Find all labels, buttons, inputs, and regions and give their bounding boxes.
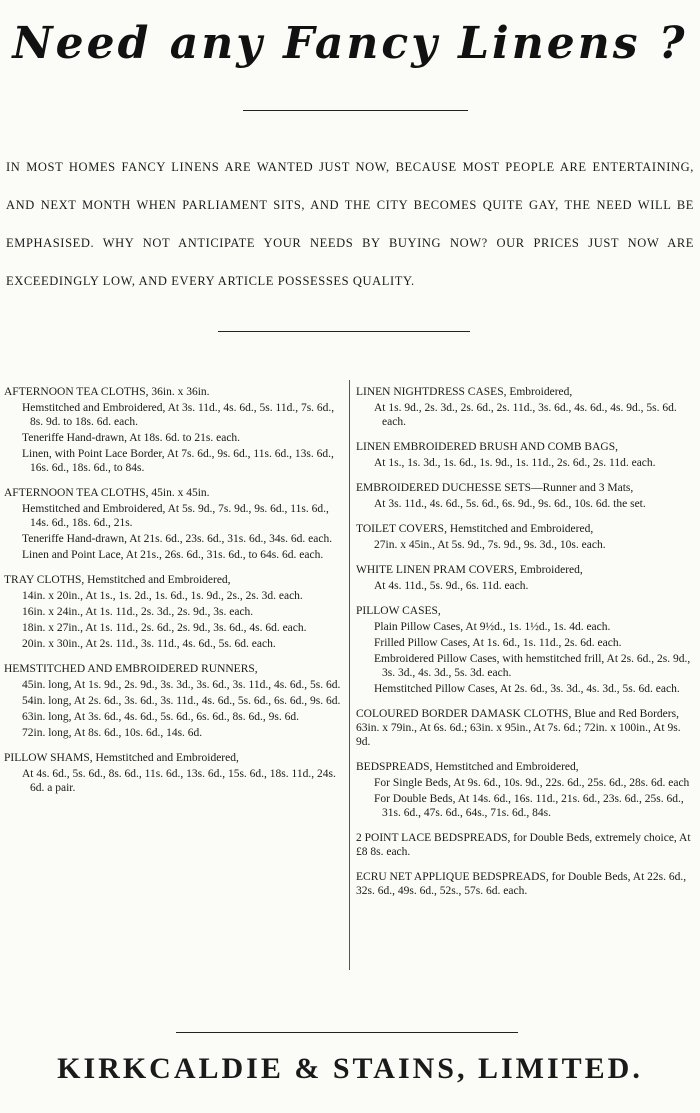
top-rule: [243, 110, 468, 111]
price-section: [356, 604, 696, 696]
price-line: At 1s., 1s. 3d., 1s. 6d., 1s. 9d., 1s. 11d., 2s. 6d., 2s. 11d. each.: [374, 457, 656, 469]
intro-paragraph: IN MOST HOMES FANCY LINENS ARE WANTED JUST NOW, BECAUSE MOST PEOPLE ARE ENTERTAINING, AND NEXT MONTH WHEN PARLIAMENT SITS, AND THE CITY BECOMES QUITE GAY, THE NEED WILL BE EMPHASISED. WHY NOT ANTICIPATE YOUR NEEDS BY BUYING NOW? OUR PRICES JUST NOW ARE EXCEEDINGLY LOW, AND EVERY ARTICLE POSSESSES QUALITY.: [6, 160, 694, 288]
column-divider: [349, 380, 350, 970]
price-section: [356, 870, 696, 898]
section-title: WHITE LINEN PRAM COVERS, Embroidered,: [356, 564, 583, 576]
section-title: EMBROIDERED DUCHESSE SETS—Runner and 3 Mats,: [356, 482, 634, 494]
price-line: Frilled Pillow Cases, At 1s. 6d., 1s. 11d., 2s. 6d. each.: [374, 637, 622, 649]
price-section: [356, 831, 696, 859]
price-section: [356, 760, 696, 820]
price-line: Teneriffe Hand-drawn, At 21s. 6d., 23s. 6d., 31s. 6d., 34s. 6d. each.: [22, 533, 333, 545]
section-title: 2 POINT LACE BEDSPREADS, for Double Beds, extremely choice, At £8 8s. each.: [356, 832, 691, 858]
price-line: Linen, with Point Lace Border, At 7s. 6d., 9s. 6d., 11s. 6d., 13s. 6d., 16s. 6d., 18s. 6d., to 84s.: [22, 448, 334, 474]
price-line: At 4s. 11d., 5s. 9d., 6s. 11d. each.: [374, 580, 529, 592]
footer-company-name: KIRKCALDIE & STAINS, LIMITED.: [57, 1052, 643, 1085]
section-title: PILLOW SHAMS, Hemstitched and Embroidered,: [4, 752, 239, 764]
price-section: [356, 385, 696, 429]
section-title: AFTERNOON TEA CLOTHS, 45in. x 45in.: [4, 487, 210, 499]
price-section: [4, 486, 347, 562]
price-line: Teneriffe Hand-drawn, At 18s. 6d. to 21s. each.: [22, 432, 241, 444]
price-line: Plain Pillow Cases, At 9½d., 1s. 1½d., 1s. 4d. each.: [374, 621, 611, 633]
price-line: 54in. long, At 2s. 6d., 3s. 6d., 3s. 11d., 4s. 6d., 5s. 6d., 6s. 6d., 9s. 6d.: [22, 695, 341, 707]
price-line: 20in. x 30in., At 2s. 11d., 3s. 11d., 4s. 6d., 5s. 6d. each.: [22, 638, 276, 650]
price-line: Hemstitched and Embroidered, At 3s. 11d., 4s. 6d., 5s. 11d., 7s. 6d., 8s. 9d. to 18s. 6d. each.: [22, 402, 335, 428]
bottom-rule: [176, 1032, 518, 1033]
price-line: At 4s. 6d., 5s. 6d., 8s. 6d., 11s. 6d., 13s. 6d., 15s. 6d., 18s. 11d., 24s. 6d. a pair.: [22, 768, 336, 794]
section-title: ECRU NET APPLIQUE BEDSPREADS, for Double Beds, At 22s. 6d., 32s. 6d., 49s. 6d., 52s., 57s. 6d. each.: [356, 871, 687, 897]
price-section: [356, 440, 696, 470]
price-line: 27in. x 45in., At 5s. 9d., 7s. 9d., 9s. 3d., 10s. each.: [374, 539, 606, 551]
price-line: Hemstitched Pillow Cases, At 2s. 6d., 3s. 3d., 4s. 3d., 5s. 6d. each.: [374, 683, 680, 695]
section-title: TRAY CLOTHS, Hemstitched and Embroidered,: [4, 574, 231, 586]
section-title: PILLOW CASES,: [356, 605, 441, 617]
price-section: [356, 522, 696, 552]
section-title: TOILET COVERS, Hemstitched and Embroidered,: [356, 523, 594, 535]
price-line: 14in. x 20in., At 1s., 1s. 2d., 1s. 6d., 1s. 9d., 2s., 2s. 3d. each.: [22, 590, 303, 602]
price-line: 63in. long, At 3s. 6d., 4s. 6d., 5s. 6d., 6s. 6d., 8s. 6d., 9s. 6d.: [22, 711, 299, 723]
price-section: [356, 563, 696, 593]
section-title: LINEN NIGHTDRESS CASES, Embroidered,: [356, 386, 573, 398]
price-line: 16in. x 24in., At 1s. 11d., 2s. 3d., 2s. 9d., 3s. each.: [22, 606, 254, 618]
price-section: [356, 707, 696, 749]
mid-rule: [218, 331, 470, 332]
price-line: For Single Beds, At 9s. 6d., 10s. 9d., 22s. 6d., 25s. 6d., 28s. 6d. each: [374, 777, 690, 789]
section-title: AFTERNOON TEA CLOTHS, 36in. x 36in.: [4, 386, 210, 398]
price-section: [4, 385, 347, 475]
price-line: 18in. x 27in., At 1s. 11d., 2s. 6d., 2s. 9d., 3s. 6d., 4s. 6d. each.: [22, 622, 307, 634]
price-section: [4, 573, 347, 651]
price-line: 45in. long, At 1s. 9d., 2s. 9d., 3s. 3d., 3s. 6d., 3s. 11d., 4s. 6d., 5s. 6d.: [22, 679, 341, 691]
headline: Need any Fancy Linens ?: [12, 18, 688, 69]
left-column: [4, 385, 347, 806]
section-title: HEMSTITCHED AND EMBROIDERED RUNNERS,: [4, 663, 258, 675]
price-section: [356, 481, 696, 511]
section-title: LINEN EMBROIDERED BRUSH AND COMB BAGS,: [356, 441, 618, 453]
price-section: [4, 662, 347, 740]
price-line: 72in. long, At 8s. 6d., 10s. 6d., 14s. 6d.: [22, 727, 203, 739]
price-line: At 1s. 9d., 2s. 3d., 2s. 6d., 2s. 11d., 3s. 6d., 4s. 6d., 4s. 9d., 5s. 6d. each.: [374, 402, 677, 428]
price-line: Embroidered Pillow Cases, with hemstitched frill, At 2s. 6d., 2s. 9d., 3s. 3d., 4s. 3d., 5s. 3d. each.: [374, 653, 691, 679]
right-column: [356, 385, 696, 909]
price-section: [4, 751, 347, 795]
price-line: Hemstitched and Embroidered, At 5s. 9d., 7s. 9d., 9s. 6d., 11s. 6d., 14s. 6d., 18s. 6d., 21s.: [22, 503, 329, 529]
section-title: BEDSPREADS, Hemstitched and Embroidered,: [356, 761, 579, 773]
section-title: COLOURED BORDER DAMASK CLOTHS, Blue and Red Borders, 63in. x 79in., At 6s. 6d.; 63in. x 95in., At 7s. 6d.; 72in. x 100in., At 9s. 9d.: [356, 708, 681, 748]
price-line: Linen and Point Lace, At 21s., 26s. 6d., 31s. 6d., to 64s. 6d. each.: [22, 549, 324, 561]
price-line: For Double Beds, At 14s. 6d., 16s. 11d., 21s. 6d., 23s. 6d., 25s. 6d., 31s. 6d., 47s. 6d., 64s., 71s. 6d., 84s.: [374, 793, 684, 819]
price-line: At 3s. 11d., 4s. 6d., 5s. 6d., 6s. 9d., 9s. 6d., 10s. 6d. the set.: [374, 498, 646, 510]
